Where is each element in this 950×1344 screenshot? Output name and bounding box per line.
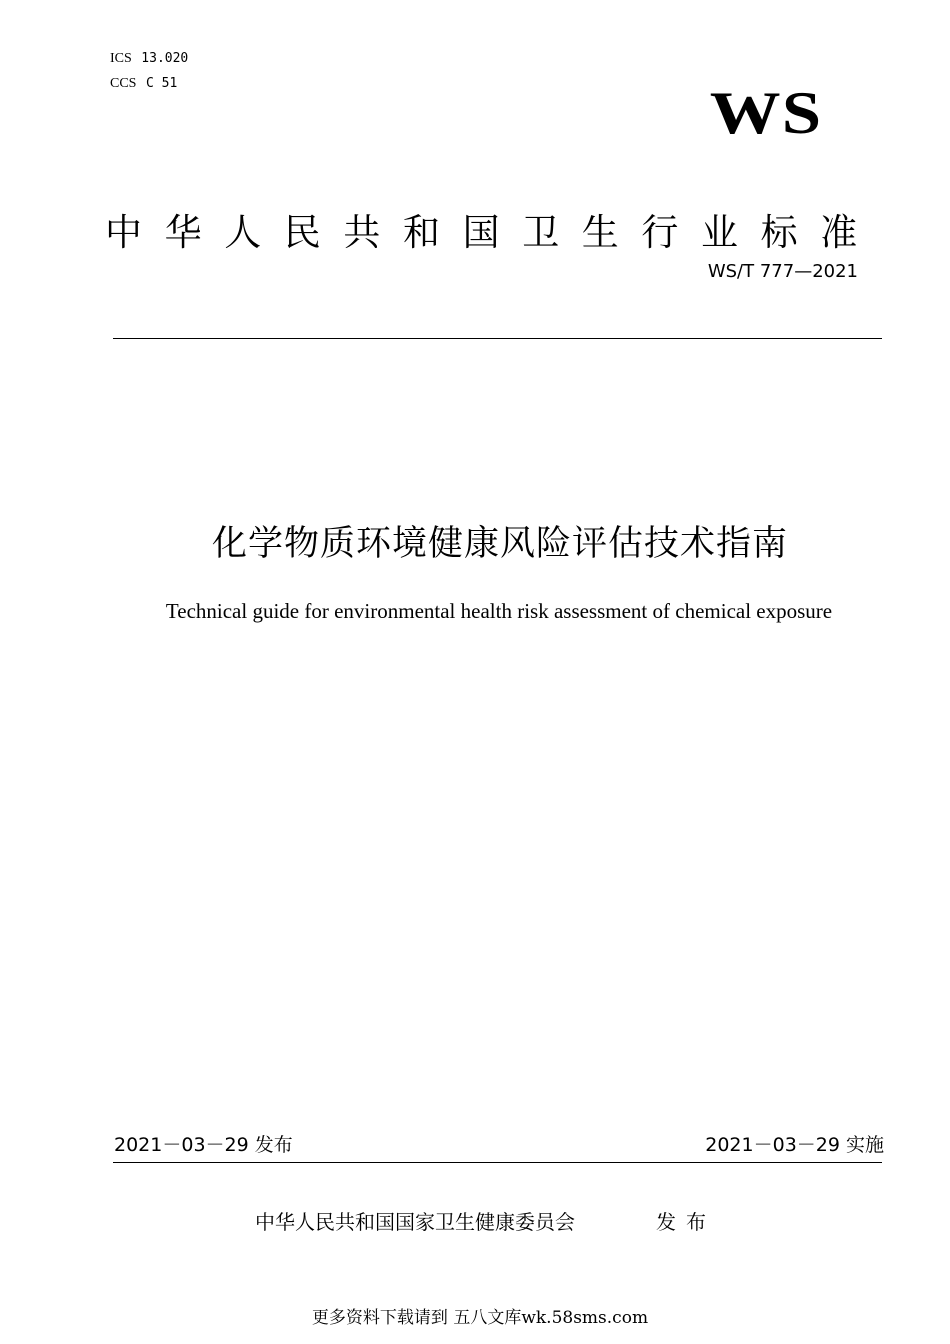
implementation-date: 2021－03－29 实施	[705, 1134, 884, 1156]
footer-download-note: 更多资料下载请到 五八文库wk.58sms.com	[311, 1308, 649, 1328]
bottom-divider	[113, 1162, 882, 1163]
standard-type-heading: 中华人民共和国卫生行业标准	[105, 211, 880, 254]
document-title-cn: 化学物质环境健康风险评估技术指南	[211, 524, 788, 564]
publisher: 中华人民共和国国家卫生健康委员会	[255, 1210, 575, 1234]
ics-label: ICS	[110, 51, 132, 66]
document-title-en: Technical guide for environmental health risk assessment of chemical exposure	[165, 599, 833, 623]
classification-block	[110, 46, 188, 96]
ics-value: 13.020	[141, 51, 189, 66]
standard-number: WS/T 777—2021	[707, 261, 858, 282]
ics-line	[110, 46, 188, 71]
ccs-label: CCS	[110, 76, 137, 91]
ws-logo: WS	[709, 80, 823, 146]
top-divider	[113, 338, 882, 339]
ccs-value: C 51	[145, 76, 178, 91]
issue-date: 2021－03－29 发布	[114, 1134, 293, 1156]
ccs-line	[110, 71, 188, 96]
publish-label: 发布	[656, 1210, 716, 1234]
